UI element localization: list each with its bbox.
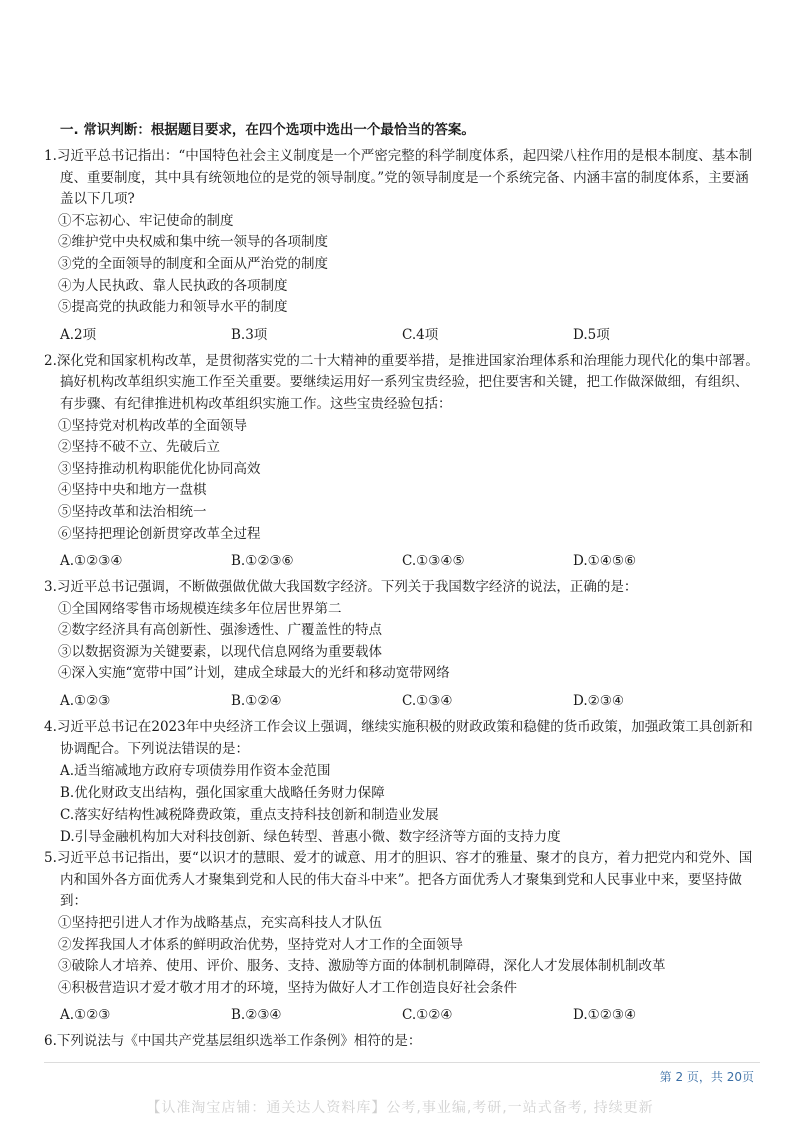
option-b: B.①②④ — [231, 693, 282, 710]
list-item: ③以数据资源为关键要素，以现代信息网络为重要载体 — [58, 643, 382, 660]
list-item: ①全国网络零售市场规模连续多年位居世界第二 — [58, 600, 342, 617]
answer-options — [60, 323, 760, 347]
question-1 — [44, 146, 760, 347]
question-stem: 1.习近平总书记指出：“中国特色社会主义制度是一个严密完整的科学制度体系，起四梁八柱作用的是根本制度、基本制度、重要制度，其中具有统领地位的是党的领导制度。”党的领导制度是一个系统完备、内涵丰富的制度体系，主要涵盖以下几项? — [44, 148, 753, 208]
option-b: B.①②③⑥ — [231, 553, 294, 570]
list-item: ⑤坚持改革和法治相统一 — [58, 503, 207, 520]
option-d: D.①④⑤⑥ — [573, 553, 637, 570]
option-a: A.①②③④ — [60, 553, 123, 570]
footer-divider — [44, 1062, 760, 1063]
section-title: 一. 常识判断：根据题目要求，在四个选项中选出一个最恰当的答案。 — [60, 122, 475, 138]
question-6 — [44, 1031, 760, 1053]
answer-options — [60, 689, 760, 713]
list-item: ②坚持不破不立、先破后立 — [58, 439, 220, 456]
list-item: ②发挥我国人才体系的鲜明政治优势，坚持党对人才工作的全面领导 — [58, 936, 463, 953]
list-item: ④深入实施“宽带中国”计划，建成全球最大的光纤和移动宽带网络 — [58, 665, 450, 682]
exam-content — [44, 118, 760, 1053]
page-number: 第 2 页，共 20页 — [659, 1070, 754, 1084]
option-d: D.引导金融机构加大对科技创新、绿色转型、普惠小微、数字经济等方面的支持力度 — [60, 829, 561, 846]
list-item: ②维护党中央权威和集中统一领导的各项制度 — [58, 234, 328, 251]
list-item: ④积极营造识才爱才敬才用才的环境，坚持为做好人才工作创造良好社会条件 — [58, 979, 517, 996]
option-d: D.①②③④ — [573, 1007, 637, 1024]
question-stem: 3.习近平总书记强调，不断做强做优做大我国数字经济。下列关于我国数字经济的说法，正确的是： — [44, 579, 638, 596]
list-item: ⑤提高党的执政能力和领导水平的制度 — [58, 299, 288, 316]
option-a: A.2项 — [60, 326, 97, 343]
option-b: B.②③④ — [231, 1007, 282, 1024]
question-stem: 2.深化党和国家机构改革，是贯彻落实党的二十大精神的重要举措，是推进国家治理体系和治理能力现代化的集中部署。搞好机构改革组织实施工作至关重要。要继续运用好一系列宝贵经验，把住要害和关键，把工作做深做细，有组织、有步骤、有纪律推进机构改革组织实施工作。这些宝贵经验包括： — [44, 352, 759, 412]
list-item: ②数字经济具有高创新性、强渗透性、广覆盖性的特点 — [58, 622, 382, 639]
option-c: C.①③④ — [402, 693, 453, 710]
option-d: D.5项 — [573, 326, 610, 343]
list-item: ①坚持党对机构改革的全面领导 — [58, 417, 247, 434]
question-2 — [44, 351, 760, 573]
list-item: ③坚持推动机构职能优化协同高效 — [58, 460, 261, 477]
option-a: A.①②③ — [60, 1007, 111, 1024]
question-stem: 6.下列说法与《中国共产党基层组织选举工作条例》相符的是： — [44, 1033, 422, 1050]
answer-options — [60, 1003, 760, 1027]
option-a: A.适当缩减地方政府专项债券用作资本金范围 — [60, 763, 331, 780]
watermark-text: 【认准淘宝店铺：通关达人资料库】公考,事业编,考研,一站式备考, 持续更新 — [146, 1100, 654, 1116]
list-item: ③党的全面领导的制度和全面从严治党的制度 — [58, 255, 328, 272]
list-item: ④坚持中央和地方一盘棋 — [58, 482, 207, 499]
option-a: A.①②③ — [60, 693, 111, 710]
list-item: ①不忘初心、牢记使命的制度 — [58, 212, 234, 229]
option-c: C.落实好结构性减税降费政策，重点支持科技创新和制造业发展 — [60, 807, 439, 824]
option-b: B.3项 — [231, 326, 268, 343]
option-d: D.②③④ — [573, 693, 624, 710]
question-stem: 4.习近平总书记在2023年中央经济工作会议上强调，继续实施积极的财政政策和稳健的货币政策，加强政策工具创新和协调配合。下列说法错误的是： — [44, 719, 753, 757]
list-item: ④为人民执政、靠人民执政的各项制度 — [58, 277, 288, 294]
question-3 — [44, 577, 760, 713]
answer-options — [60, 549, 760, 573]
list-item: ⑥坚持把理论创新贯穿改革全过程 — [58, 525, 261, 542]
question-stem: 5.习近平总书记指出，要“以识才的慧眼、爱才的诚意、用才的胆识、容才的雅量、聚才的良方，着力把党内和党外、国内和国外各方面优秀人才聚集到党和人民的伟大奋斗中来”。把各方面优秀人才聚集到党和人民事业中来，要坚持做到： — [44, 850, 753, 910]
option-c: C.4项 — [402, 326, 439, 343]
question-5 — [44, 848, 760, 1027]
list-item: ③破除人才培养、使用、评价、服务、支持、激励等方面的体制机制障碍，深化人才发展体制机制改革 — [58, 958, 666, 975]
question-4 — [44, 717, 760, 848]
option-b: B.优化财政支出结构，强化国家重大战略任务财力保障 — [60, 785, 385, 802]
option-c: C.①②④ — [402, 1007, 453, 1024]
list-item: ①坚持把引进人才作为战略基点，充实高科技人才队伍 — [58, 915, 382, 932]
option-c: C.①③④⑤ — [402, 553, 465, 570]
